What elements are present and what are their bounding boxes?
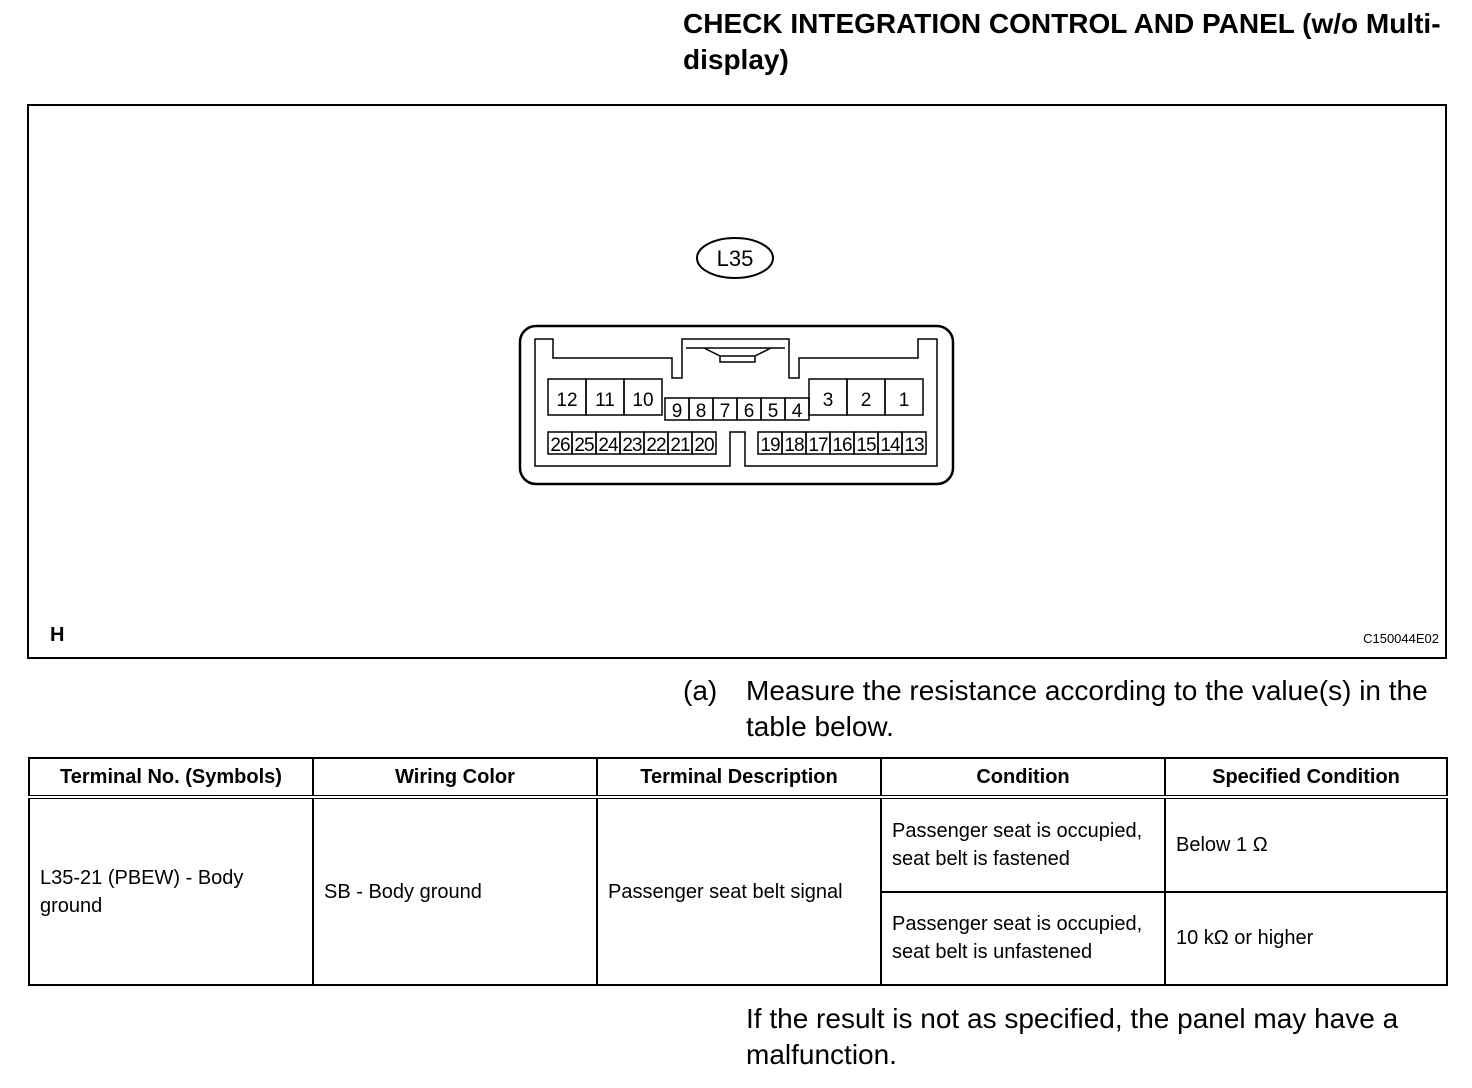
pin-number: 10 (632, 390, 654, 411)
pin-number: 8 (695, 401, 707, 422)
pin-number: 1 (898, 390, 910, 411)
cell-description: Passenger seat belt signal (597, 797, 881, 985)
spec-table (28, 757, 1448, 986)
cell-terminal: L35-21 (PBEW) - Body ground (29, 797, 313, 985)
pin-group-bottom-right (758, 432, 926, 456)
cell-condition-2: Passenger seat is occupied, seat belt is unfastened (881, 892, 1165, 985)
pin-number: 17 (808, 435, 828, 456)
pin-group-top-middle (665, 398, 809, 422)
page-heading: CHECK INTEGRATION CONTROL AND PANEL (w/o Multi-display) (683, 8, 1441, 75)
pin-number: 26 (550, 435, 570, 456)
pin-number: 5 (767, 401, 779, 422)
step-text: Measure the resistance according to the value(s) in the table below. (746, 675, 1428, 742)
figure-letter: H (50, 624, 65, 646)
connector-figure (27, 104, 1447, 659)
pin-number: 20 (694, 435, 714, 456)
table-header-row (29, 758, 1447, 797)
header-description: Terminal Description (597, 758, 881, 797)
pin-group-top-right (809, 379, 923, 415)
pin-number: 22 (646, 435, 666, 456)
pin-number: 2 (860, 390, 872, 411)
pin-number: 24 (598, 435, 618, 456)
header-specified: Specified Condition (1165, 758, 1447, 797)
pin-number: 16 (832, 435, 852, 456)
connector-latch (686, 348, 785, 362)
connector-label: L35 (716, 246, 754, 271)
table-row (29, 797, 1447, 892)
header-terminal: Terminal No. (Symbols) (29, 758, 313, 797)
result-note: If the result is not as specified, the panel may have a malfunction. (746, 1003, 1399, 1070)
pin-number: 14 (880, 435, 900, 456)
pin-number: 23 (622, 435, 642, 456)
pin-number: 21 (670, 435, 690, 456)
figure-code: C150044E02 (1363, 631, 1439, 646)
pin-number: 12 (556, 390, 578, 411)
pin-group-top-left (548, 379, 662, 415)
pin-number: 7 (719, 401, 731, 422)
pin-number: 15 (856, 435, 876, 456)
connector-diagram (29, 106, 1445, 657)
pin-number: 19 (760, 435, 780, 456)
header-condition: Condition (881, 758, 1165, 797)
cell-condition-1: Passenger seat is occupied, seat belt is fastened (881, 797, 1165, 892)
pin-number: 9 (671, 401, 683, 422)
cell-specified-1: Below 1 Ω (1165, 797, 1447, 892)
pin-number: 11 (595, 390, 615, 411)
pin-number: 18 (784, 435, 804, 456)
pin-number: 4 (791, 401, 803, 422)
pin-number: 3 (822, 390, 834, 411)
cell-wiring: SB - Body ground (313, 797, 597, 985)
pin-number: 25 (574, 435, 594, 456)
pin-group-bottom-left (548, 432, 716, 456)
header-wiring: Wiring Color (313, 758, 597, 797)
cell-specified-2: 10 kΩ or higher (1165, 892, 1447, 985)
step-marker: (a) (683, 675, 718, 706)
pin-number: 13 (904, 435, 924, 456)
pin-number: 6 (743, 401, 755, 422)
